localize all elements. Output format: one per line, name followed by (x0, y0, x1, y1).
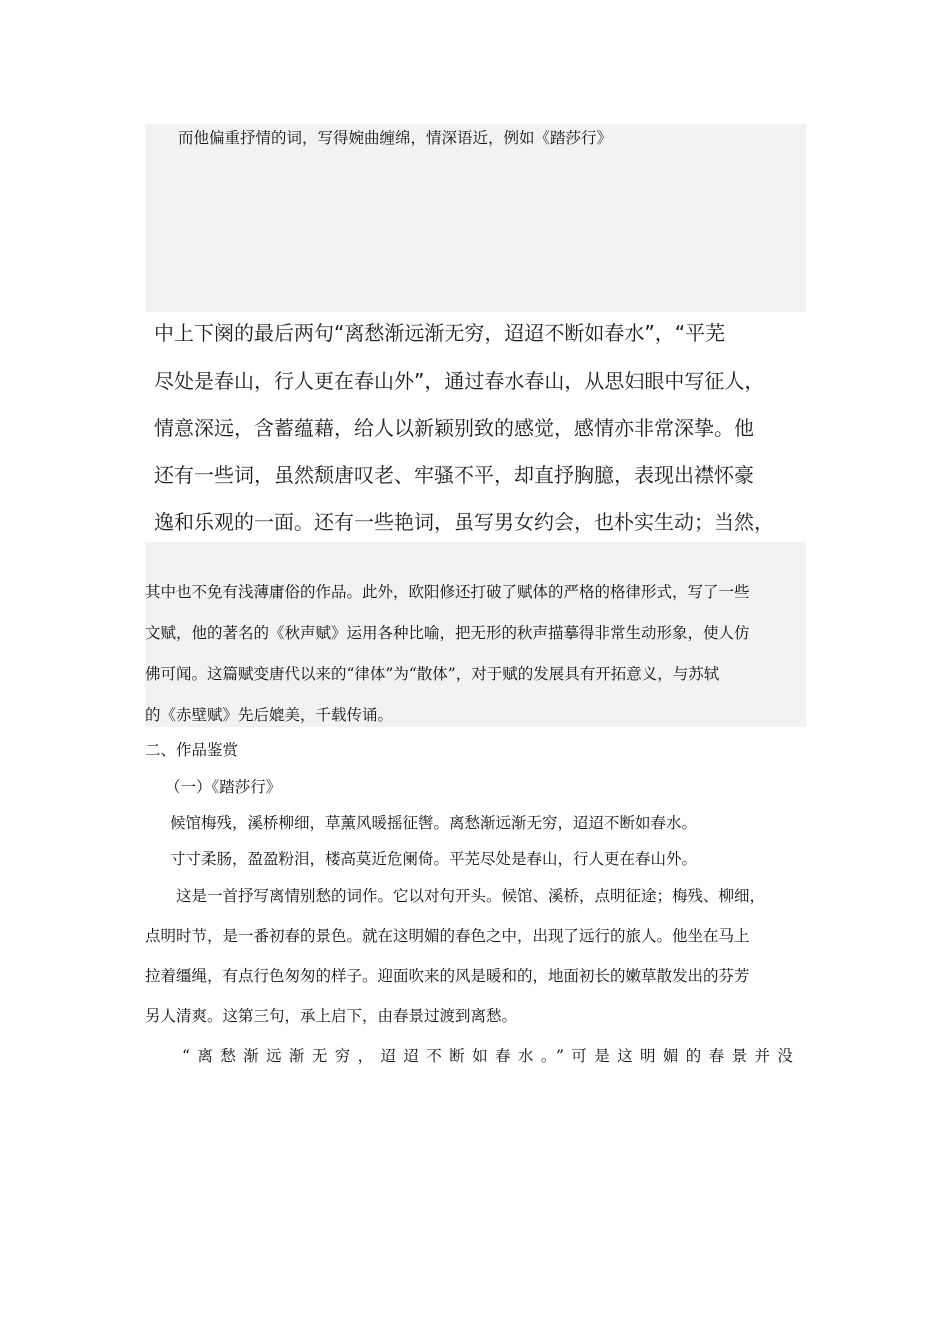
large-text-line: 尽处是春山，行人更在春山外”，通过春水春山，从思妇眼中写征人， (154, 369, 765, 393)
commentary-line: 拉着缰绳，有点行色匆匆的样子。迎面吹来的风是暖和的，地面初长的嫩草散发出的芬芳 (145, 967, 750, 985)
section-subheading: （一）《踏莎行》 (165, 778, 282, 796)
poem-line: 候馆梅残，溪桥柳细，草薰风暖摇征辔。离愁渐远渐无穷，迢迢不断如春水。 (170, 814, 698, 832)
large-text-line: 情意深远，含蓄蕴藉，给人以新颖别致的感觉，感情亦非常深挚。他 (154, 416, 754, 440)
large-text-line: 还有一些词，虽然颓唐叹老、牢骚不平，却直抒胸臆，表现出襟怀豪 (154, 463, 754, 487)
intro-line: 而他偏重抒情的词，写得婉曲缠绵，情深语近，例如《踏莎行》 (178, 129, 613, 147)
large-text-line: 逸和乐观的一面。还有一些艳词，虽写男女约会，也朴实生动；当然， (154, 510, 774, 534)
commentary-line: 另人清爽。这第三句，承上启下，由春景过渡到离愁。 (145, 1007, 518, 1025)
section-heading: 二、作品鉴赏 (145, 741, 239, 759)
paragraph-line: 其中也不免有浅薄庸俗的作品。此外，欧阳修还打破了赋体的严格的格律形式，写了一些 (145, 583, 750, 601)
commentary-line: 点明时节，是一番初春的景色。就在这明媚的春色之中，出现了远行的旅人。他坐在马上 (145, 927, 750, 945)
paragraph-line: 的《赤壁赋》先后媲美，千载传诵。 (145, 706, 394, 724)
commentary-line: 这是一首抒写离情别愁的词作。它以对句开头。候馆、溪桥，点明征途；梅残、柳细， (176, 887, 766, 905)
paragraph-line: 文赋，他的著名的《秋声赋》运用各种比喻，把无形的秋声描摹得非常生动形象，使人仿 (145, 624, 750, 642)
paragraph-line: 佛可闻。这篇赋变唐代以来的“律体”为“散体”，对于赋的发展具有开拓意义，与苏轼 (145, 665, 720, 683)
poem-line: 寸寸柔肠，盈盈粉泪，楼高莫近危阑倚。平芜尽处是春山，行人更在春山外。 (170, 850, 698, 868)
large-text-line: 中上下阕的最后两句“离愁渐远渐无穷，迢迢不断如春水”，“平芜 (154, 321, 726, 345)
scan-block-top (145, 124, 806, 312)
commentary-last-line: “离愁渐远渐无穷，迢迢不断如春水。”可是这明媚的春景并没 (182, 1047, 801, 1065)
